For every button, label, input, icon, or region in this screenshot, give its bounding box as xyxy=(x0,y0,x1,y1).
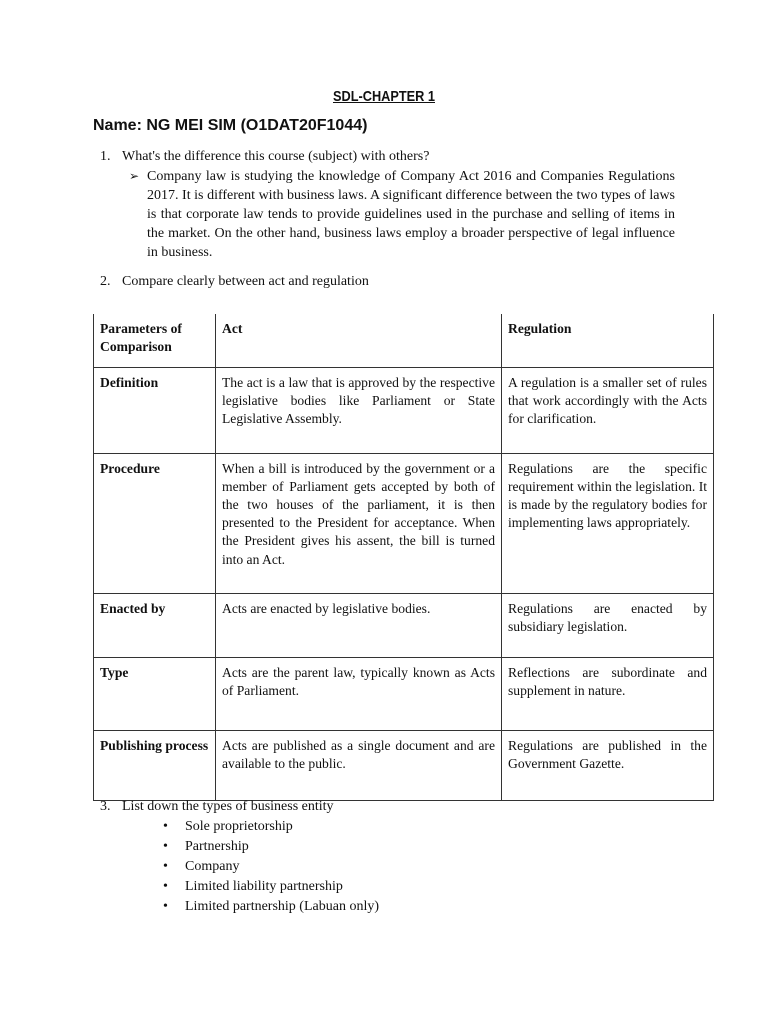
list-item xyxy=(163,837,379,857)
header-cell: Regulation xyxy=(502,314,714,367)
act-cell: When a bill is introduced by the government or a member of Parliament gets accepted by both of the two houses of the parliament, it is then presented to the President for acceptance. When the President gives his assent, the bill is turned into an Act. xyxy=(216,453,502,593)
question-text: Compare clearly between act and regulation xyxy=(122,274,369,289)
act-cell: Acts are published as a single document and are available to the public. xyxy=(216,730,502,800)
header-cell: Act xyxy=(216,314,502,367)
question-number: 2. xyxy=(100,274,111,289)
list-item xyxy=(163,857,379,877)
bullet-icon: • xyxy=(163,899,168,914)
question-text: List down the types of business entity xyxy=(122,799,334,814)
table-row xyxy=(94,367,714,453)
bullet-icon: • xyxy=(163,879,168,894)
question-text: What's the difference this course (subject) with others? xyxy=(122,149,430,164)
header-cell: Parameters of Comparison xyxy=(94,314,216,367)
table-header-row xyxy=(94,314,714,367)
question-number: 1. xyxy=(100,149,111,164)
comparison-table xyxy=(93,314,714,801)
act-cell: Acts are enacted by legislative bodies. xyxy=(216,593,502,657)
parameter-cell: Procedure xyxy=(94,453,216,593)
table-row xyxy=(94,730,714,800)
list-item xyxy=(163,897,379,917)
list-item-text: Sole proprietorship xyxy=(185,819,293,834)
parameter-cell: Definition xyxy=(94,367,216,453)
list-item-text: Limited partnership (Labuan only) xyxy=(185,899,379,914)
list-item-text: Company xyxy=(185,859,240,874)
bullet-icon: • xyxy=(163,839,168,854)
student-name: Name: NG MEI SIM (O1DAT20F1044) xyxy=(93,117,368,134)
bullet-icon: • xyxy=(163,819,168,834)
regulation-cell: A regulation is a smaller set of rules that work accordingly with the Acts for clarification. xyxy=(502,367,714,453)
answer-paragraph: Company law is studying the knowledge of Company Act 2016 and Companies Regulations 2017. It is different with business laws. A significant difference between the two types of laws is that corporate law tends to provide guidelines used in the purchase and selling of items in the market. On the other hand, business laws employ a broader perspective of legal influence in business. xyxy=(147,169,675,260)
regulation-cell: Reflections are subordinate and supplement in nature. xyxy=(502,657,714,730)
list-item-text: Limited liability partnership xyxy=(185,879,343,894)
parameter-cell: Publishing process xyxy=(94,730,216,800)
table-row xyxy=(94,657,714,730)
document-title: SDL-CHAPTER 1 xyxy=(332,88,435,105)
act-cell: The act is a law that is approved by the respective legislative bodies like Parliament or State Legislative Assembly. xyxy=(216,367,502,453)
table-row xyxy=(94,453,714,593)
regulation-cell: Regulations are enacted by subsidiary legislation. xyxy=(502,593,714,657)
parameter-cell: Type xyxy=(94,657,216,730)
arrow-bullet-icon: ➢ xyxy=(129,169,140,183)
list-item-text: Partnership xyxy=(185,839,249,854)
list-item xyxy=(163,817,379,837)
entity-list xyxy=(163,817,379,917)
regulation-cell: Regulations are published in the Government Gazette. xyxy=(502,730,714,800)
list-item xyxy=(163,877,379,897)
act-cell: Acts are the parent law, typically known as Acts of Parliament. xyxy=(216,657,502,730)
bullet-icon: • xyxy=(163,859,168,874)
regulation-cell: Regulations are the specific requirement within the legislation. It is made by the regulatory bodies for implementing laws appropriately. xyxy=(502,453,714,593)
parameter-cell: Enacted by xyxy=(94,593,216,657)
question-number: 3. xyxy=(100,799,111,814)
table-row xyxy=(94,593,714,657)
